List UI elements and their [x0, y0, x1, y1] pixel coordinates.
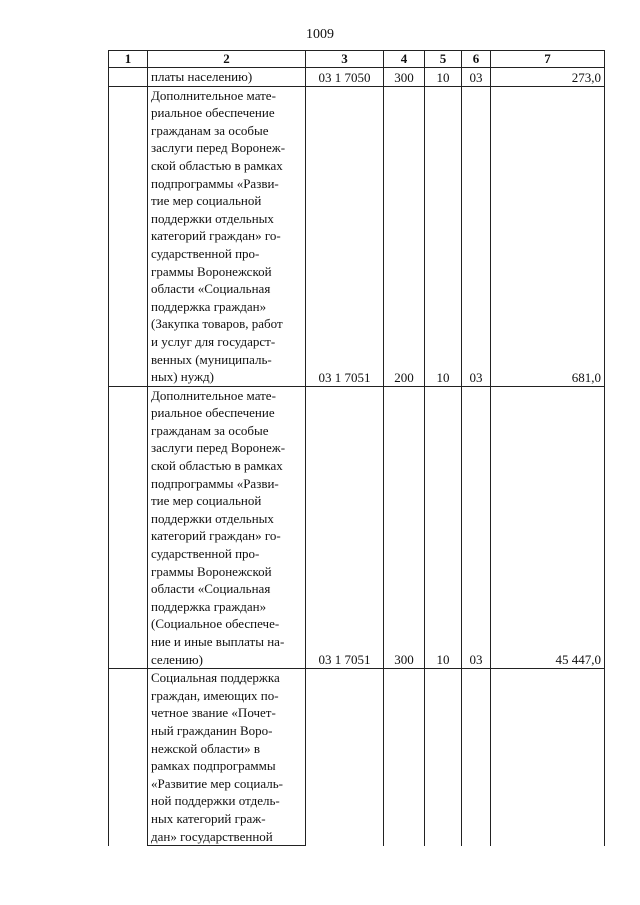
row-rz-cell: 10 [425, 86, 462, 386]
col-header-1: 1 [109, 51, 148, 68]
header-row [109, 51, 605, 68]
table-row [109, 669, 605, 846]
row-name-line: подпрограммы «Разви- [151, 175, 279, 191]
row-name-line: области «Социальная [151, 281, 271, 297]
row-name-line: и услуг для государст- [151, 333, 276, 349]
row-name-line: нежской области» в [151, 740, 260, 756]
col-header-5: 5 [425, 51, 462, 68]
col-header-7: 7 [491, 51, 605, 68]
row-name-line: (Закупка товаров, работ [151, 316, 283, 332]
page-number: 1009 [306, 27, 334, 42]
row-code-cell: 03 1 7050 [306, 68, 384, 87]
row-name-line: ской областью в рамках [151, 458, 283, 474]
row-pr-cell: 03 [462, 86, 491, 386]
row-name-line: риальное обеспечение [151, 105, 275, 121]
row-name-line: поддержки отдельных [151, 510, 274, 526]
row-code-cell: 03 1 7051 [306, 86, 384, 386]
table-body [109, 68, 605, 846]
col-header-4: 4 [384, 51, 425, 68]
row-name-line: Дополнительное мате- [151, 87, 276, 103]
row-vr-cell [384, 669, 425, 846]
row-name-line: рамках подпрограммы [151, 758, 276, 774]
row-name-line: заслуги перед Воронеж- [151, 140, 286, 156]
row-rz-cell: 10 [425, 68, 462, 87]
row-rz-cell [425, 669, 462, 846]
row-number-cell [109, 669, 148, 846]
row-name-line: Социальная поддержка [151, 670, 280, 686]
row-name-line: ной поддержки отдель- [151, 793, 280, 809]
row-name-line: ской областью в рамках [151, 157, 283, 173]
row-name-line: заслуги перед Воронеж- [151, 440, 286, 456]
row-name-line: ние и иные выплаты на- [151, 634, 285, 649]
row-name-line: граждан, имеющих по- [151, 687, 279, 703]
row-name-line: граммы Воронежской [151, 263, 272, 279]
row-name-line: платы населению) [151, 69, 253, 84]
row-name-line: поддержка граждан» [151, 298, 267, 314]
row-rz-cell: 10 [425, 386, 462, 669]
row-sum-cell: 45 447,0 [491, 386, 605, 669]
row-name-line: граммы Воронежской [151, 563, 272, 579]
row-pr-cell [462, 669, 491, 846]
row-name-line: ный гражданин Воро- [151, 722, 273, 738]
row-name-line: поддержки отдельных [151, 210, 274, 226]
table-row [109, 86, 605, 386]
row-number-cell [109, 68, 148, 87]
row-name-line: области «Социальная [151, 581, 271, 597]
row-name-line: сударственной про- [151, 245, 260, 261]
row-name-cell [148, 386, 306, 669]
row-name-line: ных категорий граж- [151, 810, 266, 826]
row-number-cell [109, 386, 148, 669]
row-name-line: «Развитие мер социаль- [151, 775, 283, 791]
row-name-line: подпрограммы «Разви- [151, 475, 279, 491]
row-name-line: сударственной про- [151, 546, 260, 562]
row-name-line: (Социальное обеспече- [151, 616, 280, 632]
row-vr-cell: 300 [384, 386, 425, 669]
row-name-line: Дополнительное мате- [151, 387, 276, 403]
col-header-2: 2 [148, 51, 306, 68]
row-name-line: риальное обеспечение [151, 405, 275, 421]
row-sum-cell: 273,0 [491, 68, 605, 87]
col-header-6: 6 [462, 51, 491, 68]
row-code-cell [306, 669, 384, 846]
row-name-line: поддержка граждан» [151, 598, 267, 614]
col-header-3: 3 [306, 51, 384, 68]
table-row [109, 386, 605, 669]
row-name-line: тие мер социальной [151, 193, 262, 209]
row-name-line: селению) [151, 651, 203, 667]
row-name-line: ных) нужд) [151, 369, 214, 385]
row-name-cell [148, 669, 306, 846]
budget-table [108, 50, 605, 846]
row-number-cell [109, 86, 148, 386]
row-name-line: четное звание «Почет- [151, 705, 276, 721]
row-name-cell [148, 86, 306, 386]
row-name-line: гражданам за особые [151, 122, 269, 138]
row-name-line: венных (муниципаль- [151, 351, 272, 367]
row-pr-cell: 03 [462, 386, 491, 669]
row-name-line: категорий граждан» го- [151, 528, 281, 544]
row-name-line: тие мер социальной [151, 493, 262, 509]
row-pr-cell: 03 [462, 68, 491, 87]
row-code-cell: 03 1 7051 [306, 386, 384, 669]
row-name-line: дан» государственной [151, 828, 273, 844]
row-name-line: категорий граждан» го- [151, 228, 281, 244]
row-name-cell [148, 68, 306, 87]
row-sum-cell [491, 669, 605, 846]
table-row [109, 68, 605, 87]
row-sum-cell: 681,0 [491, 86, 605, 386]
row-vr-cell: 300 [384, 68, 425, 87]
row-vr-cell: 200 [384, 86, 425, 386]
row-name-line: гражданам за особые [151, 422, 269, 438]
